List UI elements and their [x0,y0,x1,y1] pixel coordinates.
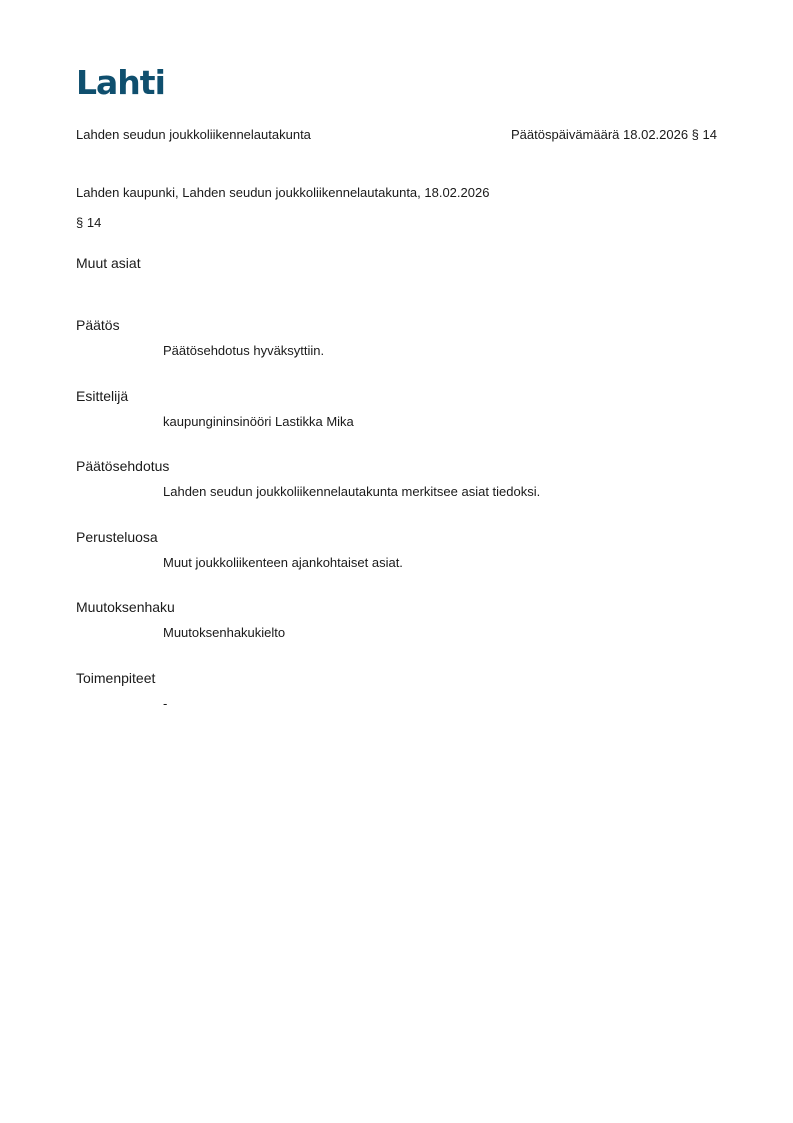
svg-text:Lahti: Lahti [76,64,165,100]
section-presenter [76,387,717,430]
section-heading: Toimenpiteet [76,670,156,686]
section-heading: Muutoksenhaku [76,599,175,615]
section-body: Lahden seudun joukkoliikennelautakunta merkitsee asiat tiedoksi. [163,484,541,499]
section-body: Päätösehdotus hyväksyttiin. [163,343,325,358]
lahti-logo [76,64,168,100]
section-body: - [163,696,168,711]
section-justification [76,528,717,571]
section-decision [76,316,717,359]
section-heading: Perusteluosa [76,529,158,545]
section-body: kaupungininsinööri Lastikka Mika [163,414,354,429]
section-body: Muut joukkoliikenteen ajankohtaiset asiat. [163,555,403,570]
section-number: § 14 [76,215,102,230]
section-heading: Päätösehdotus [76,458,170,474]
page-title: Muut asiat [76,255,141,271]
section-heading: Esittelijä [76,388,129,404]
section-heading: Päätös [76,317,120,333]
section-body: Muutoksenhakukielto [163,625,286,640]
section-proposal [76,457,717,500]
committee-name: Lahden seudun joukkoliikennelautakunta [76,127,311,142]
section-actions [76,669,717,712]
section-appeal [76,598,717,641]
lahti-logo-mark [76,64,168,100]
meeting-context: Lahden kaupunki, Lahden seudun joukkoliikennelautakunta, 18.02.2026 [76,185,490,200]
decision-date: Päätöspäivämäärä 18.02.2026 § 14 [511,127,717,142]
